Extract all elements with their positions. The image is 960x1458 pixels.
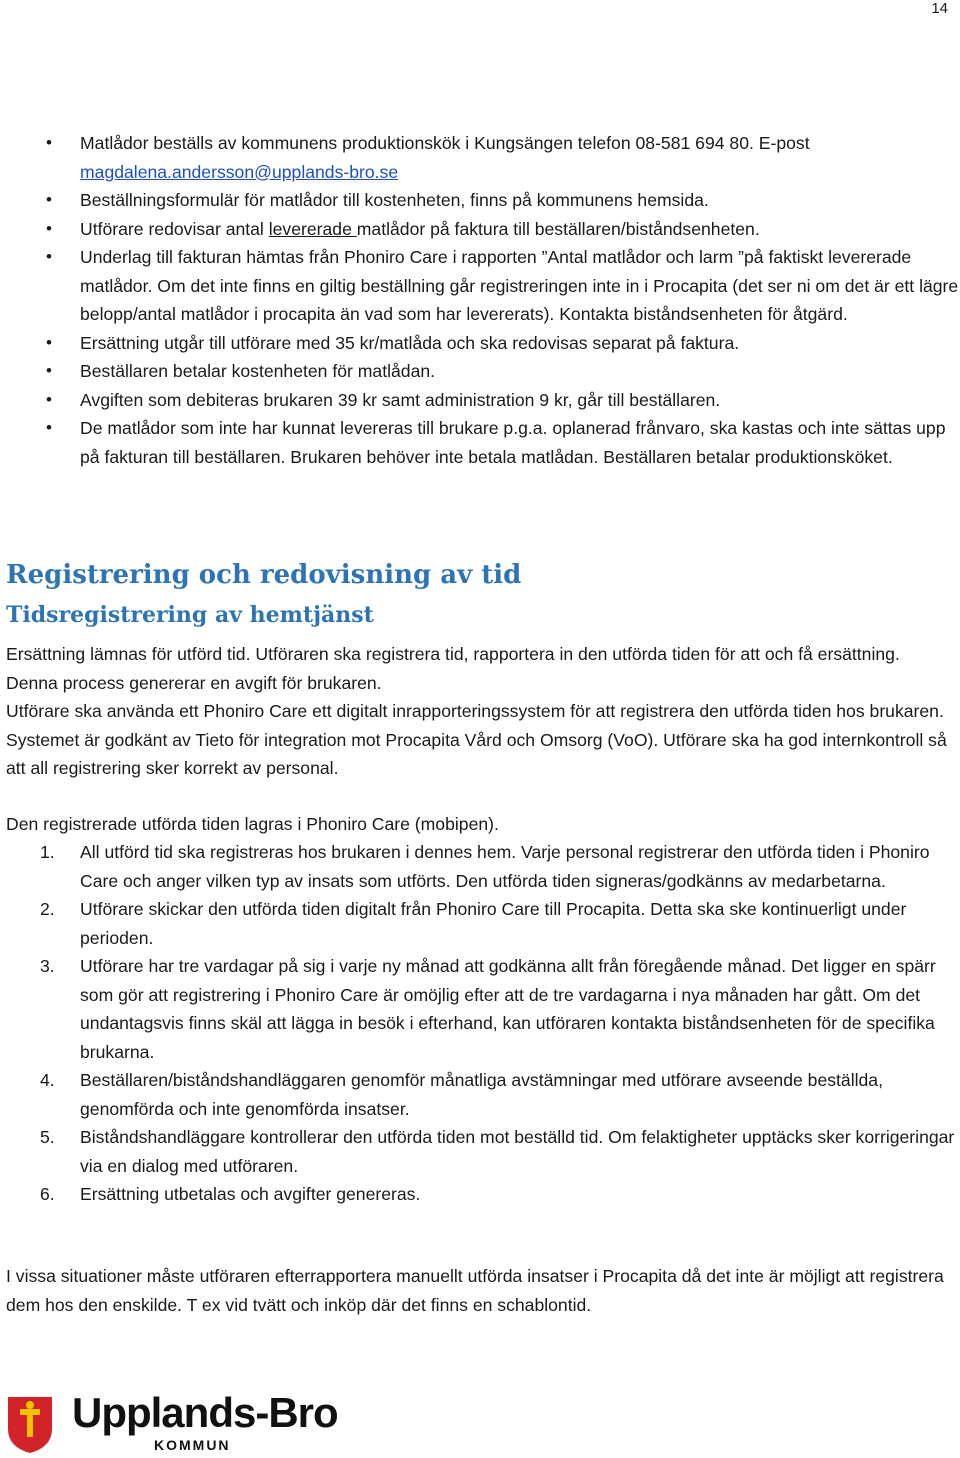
item-number: 4.	[40, 1070, 55, 1090]
item-number: 1.	[40, 842, 55, 862]
bullet-item	[46, 329, 960, 358]
bullet-item	[46, 357, 960, 386]
bullet-list	[46, 129, 960, 471]
bullet-item	[46, 129, 960, 186]
bullet-text: Utförare redovisar antal	[80, 218, 269, 239]
item-text: Beställaren/biståndshandläggaren genomför månatliga avstämningar med utförare avseende beställda, genomförda och inte genomförda insatser.	[80, 1070, 883, 1119]
item-text: Utförare skickar den utförda tiden digitalt från Phoniro Care till Procapita. Detta ska ske kontinuerligt under perioden.	[80, 899, 907, 948]
crest-icon	[6, 1395, 54, 1455]
item-number: 3.	[40, 956, 55, 976]
item-number: 6.	[40, 1184, 55, 1204]
bullet-text: Ersättning utgår till utförare med 35 kr/matlåda och ska redovisas separat på faktura.	[80, 332, 740, 353]
item-number: 5.	[40, 1127, 55, 1147]
numbered-item	[6, 1123, 960, 1180]
bullet-text: Avgiften som debiteras brukaren 39 kr samt administration 9 kr, går till beställaren.	[80, 389, 721, 410]
section-subheading: Tidsregistrering av hemtjänst	[6, 602, 374, 628]
paragraph-1: Ersättning lämnas för utförd tid. Utföraren ska registrera tid, rapportera in den utförda tiden för att och få ersättning. Denna process genererar en avgift för brukaren.	[6, 644, 900, 693]
email-link[interactable]: magdalena.andersson@upplands-bro.se	[80, 161, 399, 182]
bullet-item	[46, 243, 960, 329]
item-text: Biståndshandläggare kontrollerar den utförda tiden mot beställd tid. Om felaktigheter upptäcks sker korrigeringar via en dialog med utföraren.	[80, 1127, 955, 1176]
numbered-item	[6, 895, 960, 952]
paragraph-2: Utförare ska använda ett Phoniro Care ett digitalt inrapporteringssystem för att registrera den utförda tiden hos brukaren. Systemet är godkänt av Tieto för integration mot Procapita Vård och Omsorg (VoO). Utförare ska ha god internkontroll så att all registrering sker korrekt av personal.	[6, 701, 947, 778]
numbered-item	[6, 838, 960, 895]
logo-subtitle: KOMMUN	[154, 1437, 231, 1453]
bullet-text: Underlag till fakturan hämtas från Phoniro Care i rapporten ”Antal matlådor och larm ”på faktiskt levererade matlådor. Om det inte finns en giltig beställning går registreringen inte in i Procapita (det ser ni om det är ett lägre belopp/antal matlådor i procapita än vad som har levererats). Kontakta biståndsenheten för åtgärd.	[80, 247, 959, 324]
item-number: 2.	[40, 899, 55, 919]
municipality-logo	[6, 1389, 346, 1457]
paragraph-4: I vissa situationer måste utföraren efterrapportera manuellt utförda insatser i Procapita då det inte är möjligt att registrera dem hos den enskilde. T ex vid tvätt och inköp där det finns en schablontid.	[6, 1266, 944, 1315]
page-number: 14	[931, 0, 948, 17]
bullet-text: Beställningsformulär för matlådor till kostenheten, finns på kommunens hemsida.	[80, 190, 709, 210]
bullet-item	[46, 186, 960, 215]
bullet-item	[46, 414, 960, 471]
numbered-item	[6, 1180, 960, 1209]
bullet-text: De matlådor som inte har kunnat levereras till brukare p.g.a. oplanerad frånvaro, ska kastas och inte sättas upp på fakturan till beställaren. Brukaren behöver inte betala matlådan. Beställaren betalar produktionsköket.	[80, 418, 946, 467]
logo-wordmark: Upplands-Bro	[72, 1389, 338, 1436]
item-text: Utförare har tre vardagar på sig i varje ny månad att godkänna allt från föregående månad. Det ligger en spärr som gör att registrering i Phoniro Care är omöjlig efter att de tre vardagarna i nya månaden har gått. Om det undantagsvis finns skäl att lägga in besök i efterhand, kan utföraren kontakta biståndsenheten för de specifika brukarna.	[80, 956, 936, 1062]
paragraph-3: Den registrerade utförda tiden lagras i Phoniro Care (mobipen).	[6, 814, 499, 834]
section-heading: Registrering och redovisning av tid	[6, 560, 522, 590]
bullet-item	[46, 386, 960, 415]
numbered-list	[6, 838, 960, 1209]
bullet-item	[46, 215, 960, 244]
numbered-item	[6, 1066, 960, 1123]
item-text: Ersättning utbetalas och avgifter genereras.	[80, 1184, 421, 1204]
bullet-text: levererade	[268, 218, 357, 239]
bullet-text: Beställaren betalar kostenheten för matlådan.	[80, 361, 436, 381]
item-text: All utförd tid ska registreras hos brukaren i dennes hem. Varje personal registrerar den utförda tiden i Phoniro Care och anger vilken typ av insats som utförts. Den utförda tiden signeras/godkänns av medarbetarna.	[80, 842, 930, 891]
numbered-item	[6, 952, 960, 1066]
bullet-text: matlådor på faktura till beställaren/biståndsenheten.	[356, 218, 760, 239]
bullet-text: Matlådor beställs av kommunens produktionskök i Kungsängen telefon 08-581 694 80. E-post	[80, 133, 810, 153]
